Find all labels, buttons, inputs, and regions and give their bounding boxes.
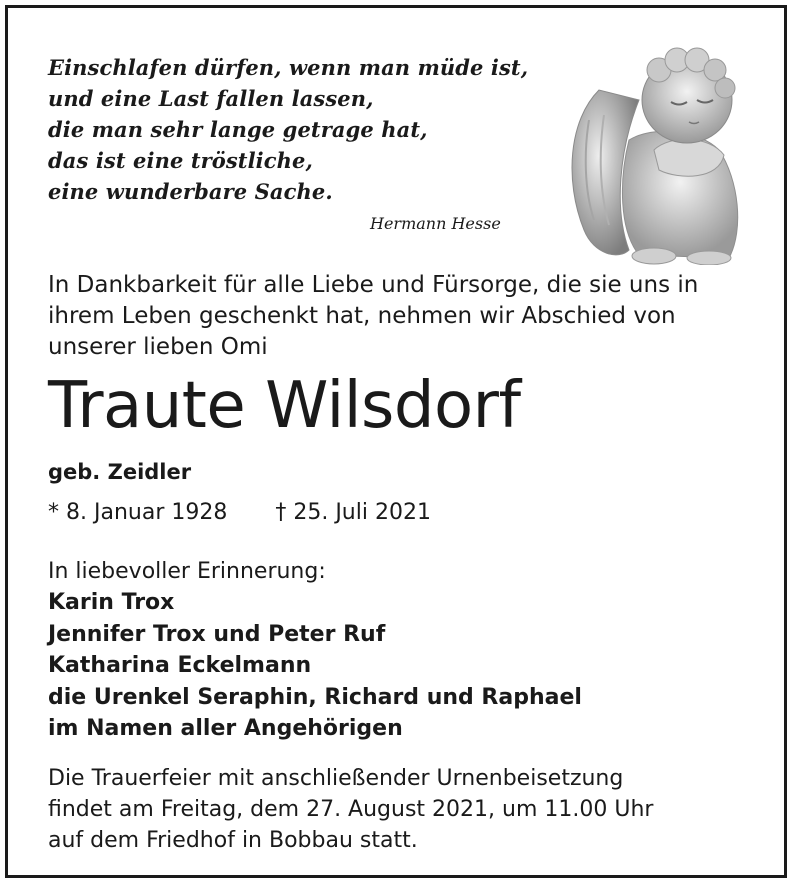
intro-text: [48, 270, 748, 363]
intro-line: In Dankbarkeit für alle Liebe und Fürsorge, die sie uns in: [48, 272, 699, 298]
mourner: Katharina Eckelmann: [48, 653, 312, 678]
angel-statue-image: [559, 30, 749, 265]
poem-line: Einschlafen dürfen, wenn man müde ist,: [48, 55, 529, 80]
mourner: die Urenkel Seraphin, Richard und Raphael: [48, 684, 582, 710]
mourners-list: [48, 587, 582, 745]
funeral-line: Die Trauerfeier mit anschließender Urnenbeisetzung: [48, 766, 624, 791]
funeral-line: auf dem Friedhof in Bobbau statt.: [48, 828, 418, 853]
memory-heading: In liebevoller Erinnerung:: [48, 559, 326, 584]
obituary-content: [48, 8, 764, 875]
poem-line: das ist eine tröstliche,: [48, 148, 313, 173]
birth-name: geb. Zeidler: [48, 460, 192, 484]
poem-line: die man sehr lange getrage hat,: [48, 117, 428, 142]
deceased-name: Traute Wilsdorf: [48, 369, 521, 443]
funeral-info: [48, 763, 758, 856]
birth-date: * 8. Januar 1928: [48, 500, 228, 525]
mourner: Karin Trox: [48, 590, 175, 615]
poem-line: eine wunderbare Sache.: [48, 179, 333, 204]
intro-line: ihrem Leben geschenkt hat, nehmen wir Abschied von: [48, 303, 676, 329]
mourner: Jennifer Trox und Peter Ruf: [48, 621, 386, 647]
poem-author: Hermann Hesse: [370, 214, 501, 233]
death-date: † 25. Juli 2021: [275, 500, 431, 525]
poem: [48, 52, 528, 207]
funeral-line: findet am Freitag, dem 27. August 2021, um 11.00 Uhr: [48, 797, 654, 822]
mourner: im Namen aller Angehörigen: [48, 716, 403, 741]
intro-line: unserer lieben Omi: [48, 334, 268, 360]
poem-line: und eine Last fallen lassen,: [48, 86, 374, 111]
life-dates: [48, 500, 431, 525]
obituary-frame: [5, 5, 787, 878]
